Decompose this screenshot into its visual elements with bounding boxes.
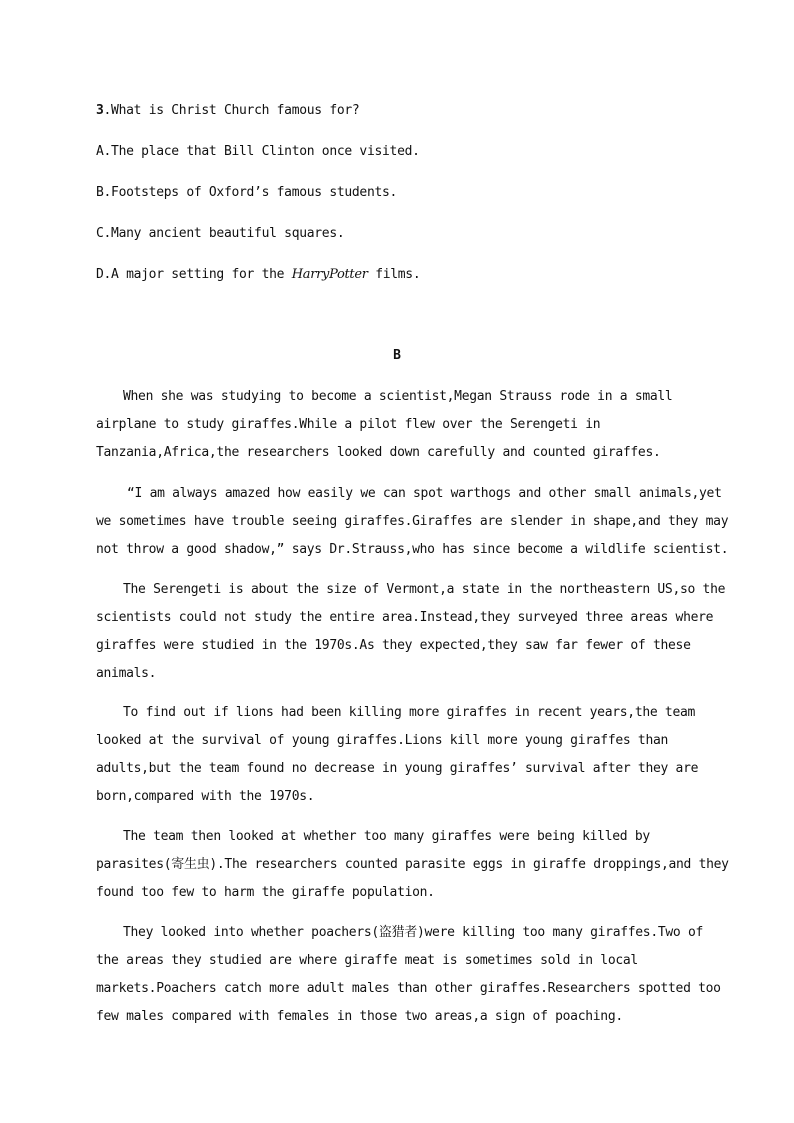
paragraph-line: The team then looked at whether too many giraffes were being killed by (123, 829, 650, 844)
paragraph-line: not throw a good shadow,” says Dr.Strauss,who has since become a wildlife scientist. (96, 542, 729, 557)
paragraph-line: looked at the survival of young giraffes.Lions kill more young giraffes than (96, 733, 669, 748)
paragraph-line: To find out if lions had been killing more giraffes in recent years,the team (123, 705, 696, 720)
paragraph-line: Tanzania,Africa,the researchers looked down carefully and counted giraffes. (96, 445, 661, 460)
paragraph-line: markets.Poachers catch more adult males than other giraffes.Researchers spotted too (96, 981, 721, 996)
section-title: B (393, 348, 401, 363)
question-stem (96, 103, 359, 118)
option-a: A.The place that Bill Clinton once visited. (96, 144, 420, 159)
paragraph-line: “I am always amazed how easily we can spot warthogs and other small animals,yet (127, 486, 722, 501)
paragraph-2 (96, 480, 729, 564)
option-c: C.Many ancient beautiful squares. (96, 226, 345, 241)
paragraph-line: giraffes were studied in the 1970s.As they expected,they saw far fewer of these (96, 638, 691, 653)
option-d-pre: D.A major setting for the (96, 267, 292, 282)
paragraph-line: few males compared with females in those two areas,a sign of poaching. (96, 1009, 623, 1024)
paragraph-line: the areas they studied are where giraffe meat is sometimes sold in local (96, 953, 638, 968)
paragraph-line: animals. (96, 666, 157, 681)
paragraph-line: scientists could not study the entire area.Instead,they surveyed three areas where (96, 610, 714, 625)
paragraph-3 (96, 576, 726, 688)
option-d-post: films. (367, 267, 421, 282)
question-number: 3 (96, 103, 104, 118)
paragraph-line: When she was studying to become a scientist,Megan Strauss rode in a small (123, 389, 673, 404)
option-d (96, 267, 420, 282)
paragraph-1 (96, 383, 696, 467)
option-b: B.Footsteps of Oxford’s famous students. (96, 185, 398, 200)
paragraph-line: we sometimes have trouble seeing giraffes.Giraffes are slender in shape,and they may (96, 514, 729, 529)
paragraph-line: found too few to harm the giraffe population. (96, 885, 435, 900)
paragraph-5 (96, 823, 729, 907)
paragraph-line: adults,but the team found no decrease in young giraffes’ survival after they are (96, 761, 699, 776)
paragraph-line: airplane to study giraffes.While a pilot flew over the Serengeti in (96, 417, 601, 432)
paragraph-line: parasites(寄生虫).The researchers counted parasite eggs in giraffe droppings,and they (96, 857, 729, 872)
option-d-title: HarryPotter (291, 267, 368, 282)
paragraph-4 (96, 699, 699, 811)
paragraph-line: The Serengeti is about the size of Vermont,a state in the northeastern US,so the (123, 582, 726, 597)
question-text: .What is Christ Church famous for? (103, 103, 360, 118)
paragraph-6 (96, 919, 721, 1031)
paragraph-line: born,compared with the 1970s. (96, 789, 315, 804)
paragraph-line: They looked into whether poachers(盗猎者)were killing too many giraffes.Two of (123, 925, 704, 940)
